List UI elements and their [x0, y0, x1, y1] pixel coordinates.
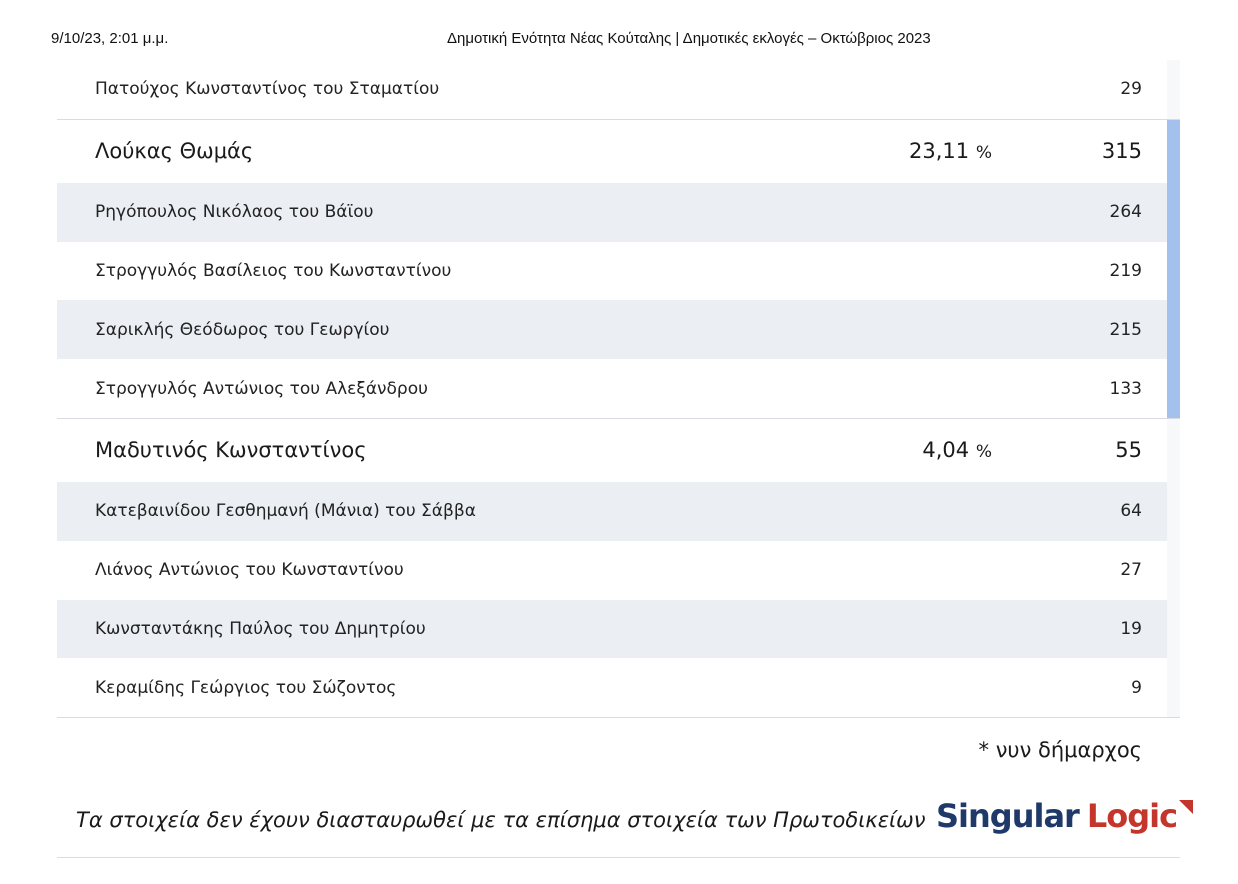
- party-pct-value: 4,04: [922, 438, 970, 463]
- candidate-row: [57, 482, 1167, 541]
- party-leader-name: Μαδυτινός Κωνσταντίνος: [95, 438, 367, 463]
- party-color-bar: [1167, 120, 1180, 418]
- candidate-row: [57, 60, 1167, 119]
- candidate-name: Σαρικλής Θεόδωρος του Γεωργίου: [95, 319, 390, 340]
- candidate-votes: 19: [1120, 618, 1142, 639]
- candidate-votes: 219: [1109, 260, 1142, 281]
- candidate-row: [57, 183, 1167, 242]
- party-percentage: [909, 139, 992, 163]
- candidate-name: Κωνσταντάκης Παύλος του Δημητρίου: [95, 618, 426, 639]
- candidate-votes: 133: [1109, 378, 1142, 399]
- print-date: 9/10/23, 2:01 μ.μ.: [51, 30, 169, 47]
- party-color-bar: [1167, 419, 1180, 717]
- logo-word-logic: Logic: [1086, 797, 1178, 835]
- singularlogic-logo[interactable]: [936, 797, 1193, 843]
- party-pct-unit: %: [975, 143, 992, 164]
- print-title: Δημοτική Ενότητα Νέας Κούταλης | Δημοτικές εκλογές – Οκτώβριος 2023: [447, 30, 931, 47]
- candidate-votes: 264: [1109, 202, 1142, 223]
- candidate-name: Πατούχος Κωνσταντίνος του Σταματίου: [95, 79, 440, 100]
- candidate-name: Ρηγόπουλος Νικόλαος του Βάϊου: [95, 202, 374, 223]
- party-group: [57, 119, 1180, 418]
- party-pct-value: 23,11: [909, 139, 970, 164]
- party-group: [57, 418, 1180, 717]
- candidate-row: [57, 658, 1167, 717]
- print-header: [0, 30, 1238, 50]
- candidate-name: Στρογγυλός Βασίλειος του Κωνσταντίνου: [95, 260, 452, 281]
- candidate-name: Κεραμίδης Γεώργιος του Σώζοντος: [95, 677, 397, 698]
- incumbent-mayor-footnote: * νυν δήμαρχος: [978, 738, 1142, 762]
- party-group: [57, 60, 1180, 119]
- table-bottom-divider: [57, 717, 1180, 718]
- candidate-row: [57, 359, 1167, 418]
- candidate-row: [57, 300, 1167, 359]
- disclaimer-text: Τα στοιχεία δεν έχουν διασταυρωθεί με τα επίσημα στοιχεία των Πρωτοδικείων: [76, 808, 926, 832]
- party-row[interactable]: [57, 419, 1167, 482]
- candidate-votes: 64: [1120, 501, 1142, 522]
- candidate-row: [57, 600, 1167, 659]
- candidate-votes: 29: [1120, 79, 1142, 100]
- party-votes: 55: [1115, 438, 1142, 463]
- party-percentage: [922, 438, 992, 462]
- party-color-bar: [1167, 60, 1180, 119]
- candidate-votes: 9: [1131, 677, 1142, 698]
- party-pct-unit: %: [975, 442, 992, 463]
- candidate-row: [57, 242, 1167, 301]
- candidate-name: Λιάνος Αντώνιος του Κωνσταντίνου: [95, 560, 404, 581]
- logo-word-singular: Singular: [936, 797, 1079, 835]
- party-votes: 315: [1101, 139, 1142, 164]
- candidate-name: Κατεβαινίδου Γεσθημανή (Μάνια) του Σάββα: [95, 501, 476, 522]
- candidate-name: Στρογγυλός Αντώνιος του Αλεξάνδρου: [95, 378, 428, 399]
- candidate-votes: 215: [1109, 319, 1142, 340]
- party-row[interactable]: [57, 120, 1167, 183]
- footer-divider: [57, 857, 1180, 858]
- logo-corner-icon: [1179, 800, 1193, 814]
- results-table: [57, 60, 1180, 718]
- candidate-row: [57, 541, 1167, 600]
- candidate-votes: 27: [1120, 560, 1142, 581]
- party-leader-name: Λούκας Θωμάς: [95, 139, 254, 164]
